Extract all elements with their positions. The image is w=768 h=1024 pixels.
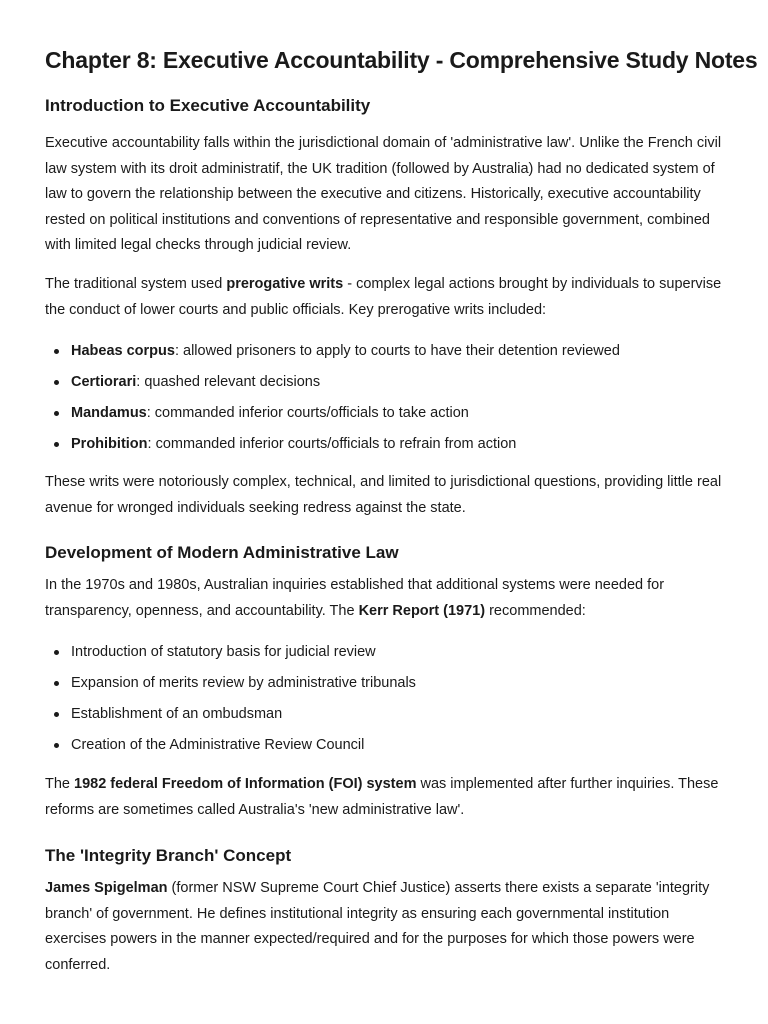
integrity-paragraph-1-rest: (former NSW Supreme Court Chief Justice) asserts there exists a separate 'integrity branch' of government. He defines institutional integrity as ensuring each governmental institution exercises powers in the manner expected/required and for the purposes for which those powers were conferred. (45, 880, 710, 973)
list-item (45, 340, 725, 371)
kerr-report-term: Kerr Report (1971) (358, 602, 486, 619)
page-title: Chapter 8: Executive Accountability - Comprehensive Study Notes (45, 47, 758, 73)
development-paragraph-1-rest: recommended: (485, 602, 586, 619)
reform-item-text: Introduction of statutory basis for judicial review (71, 644, 376, 660)
list-item (45, 641, 725, 672)
list-item (45, 371, 725, 402)
intro-paragraph-1: Executive accountability falls within the jurisdictional domain of 'administrative law'. Unlike the French civil law system with its droit administratif, the UK tradition (followed by Australia) had no dedicated system of law to govern the relationship between the executive and citizens. Historically, executive accountability rested on political institutions and conventions of representative and responsible government, combined with limited legal checks through judicial review. (45, 135, 722, 253)
bullet-icon (54, 681, 59, 686)
bullet-icon (54, 650, 59, 655)
writ-description: : allowed prisoners to apply to courts to have their detention reviewed (174, 343, 620, 359)
development-paragraph-2 (45, 772, 725, 823)
list-item (45, 703, 725, 734)
reform-item-text: Establishment of an ombudsman (71, 706, 283, 722)
development-paragraph-1 (45, 573, 725, 624)
bullet-icon (54, 442, 59, 447)
bullet-icon (54, 411, 59, 416)
bullet-icon (54, 349, 59, 354)
bullet-icon (54, 712, 59, 717)
intro-paragraph-3: These writs were notoriously complex, technical, and limited to jurisdictional questions, providing little real avenue for wronged individuals seeking redress against the state. (45, 474, 722, 516)
section-heading-introduction: Introduction to Executive Accountability (45, 96, 371, 115)
reform-item-text: Expansion of merits review by administrative tribunals (71, 675, 416, 691)
list-item (45, 402, 725, 433)
writs-list (45, 340, 725, 464)
reforms-list (45, 641, 725, 765)
writ-description: : commanded inferior courts/officials to refrain from action (147, 436, 517, 452)
writ-term: Certiorari (71, 374, 137, 390)
writ-description: : quashed relevant decisions (136, 374, 321, 390)
section-heading-integrity-branch: The 'Integrity Branch' Concept (45, 846, 292, 865)
section-heading-development: Development of Modern Administrative Law (45, 543, 399, 562)
bullet-icon (54, 380, 59, 385)
intro-paragraph-2 (45, 272, 725, 323)
writ-term: Prohibition (71, 436, 148, 452)
development-paragraph-1-lead: In the 1970s and 1980s, Australian inquiries established that additional systems were needed for transparency, openness, and accountability. The (45, 577, 665, 619)
list-item (45, 734, 725, 765)
intro-paragraph-2-lead: The traditional system used (45, 276, 227, 292)
writ-description: : commanded inferior courts/officials to take action (146, 405, 469, 421)
list-item (45, 433, 725, 464)
foi-system-term: 1982 federal Freedom of Information (FOI) system (74, 776, 417, 792)
integrity-paragraph-1 (45, 876, 725, 978)
development-paragraph-2-lead: The (45, 776, 75, 792)
writ-term: Habeas corpus (71, 343, 175, 359)
list-item (45, 672, 725, 703)
development-paragraph-2-rest: was implemented after further inquiries. These reforms are sometimes called Australia's 'new administrative law'. (45, 776, 719, 818)
spigelman-term: James Spigelman (45, 880, 168, 896)
prerogative-writs-term: prerogative writs (226, 276, 344, 292)
reform-item-text: Creation of the Administrative Review Council (71, 737, 365, 753)
bullet-icon (54, 743, 59, 748)
writ-term: Mandamus (71, 405, 147, 421)
intro-paragraph-2-rest: - complex legal actions brought by individuals to supervise the conduct of lower courts and public officials. Key prerogative writs included: (45, 276, 722, 318)
